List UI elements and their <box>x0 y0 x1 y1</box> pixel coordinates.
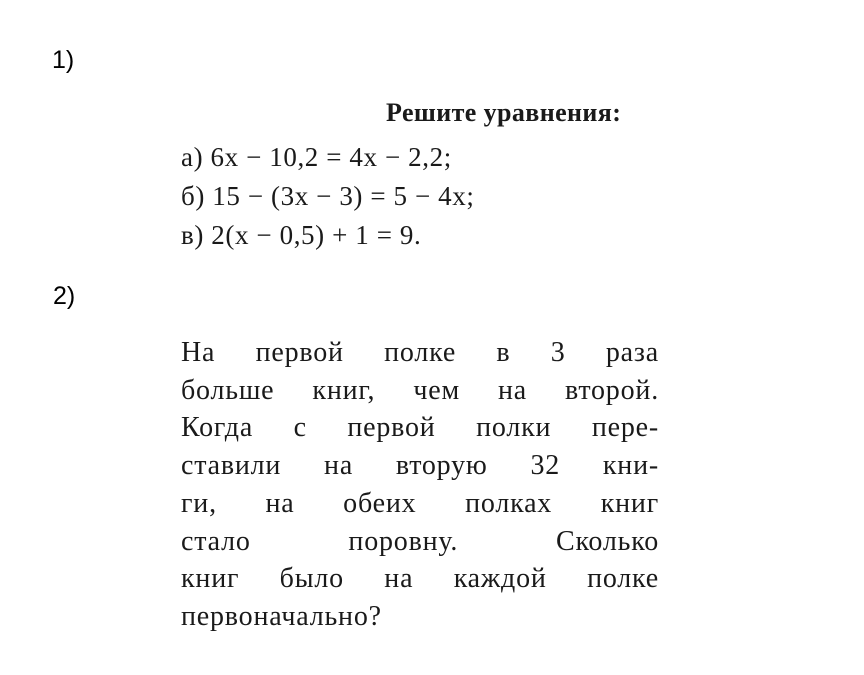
problem-line: больше книг, чем на второй. <box>181 374 659 406</box>
problem-line: ги, на обеих полках книг <box>181 487 659 519</box>
task-1-number: 1) <box>52 46 75 74</box>
equation-a: а) 6x − 10,2 = 4x − 2,2; <box>181 142 452 172</box>
equation-c: в) 2(x − 0,5) + 1 = 9. <box>181 220 422 250</box>
problem-line: ставили на вторую 32 кни- <box>181 450 659 482</box>
equation-b: б) 15 − (3x − 3) = 5 − 4x; <box>181 181 475 211</box>
word-problem <box>181 334 659 636</box>
problem-line: первоначально? <box>181 600 382 632</box>
problem-line: Когда с первой полки пере- <box>181 412 659 444</box>
problem-line: книг было на каждой полке <box>181 563 659 595</box>
equations-heading: Решите уравнения: <box>386 98 622 127</box>
task-2-number: 2) <box>53 282 76 310</box>
problem-line: стало поровну. Сколько <box>181 525 659 557</box>
problem-line: На первой полке в 3 раза <box>181 337 659 368</box>
